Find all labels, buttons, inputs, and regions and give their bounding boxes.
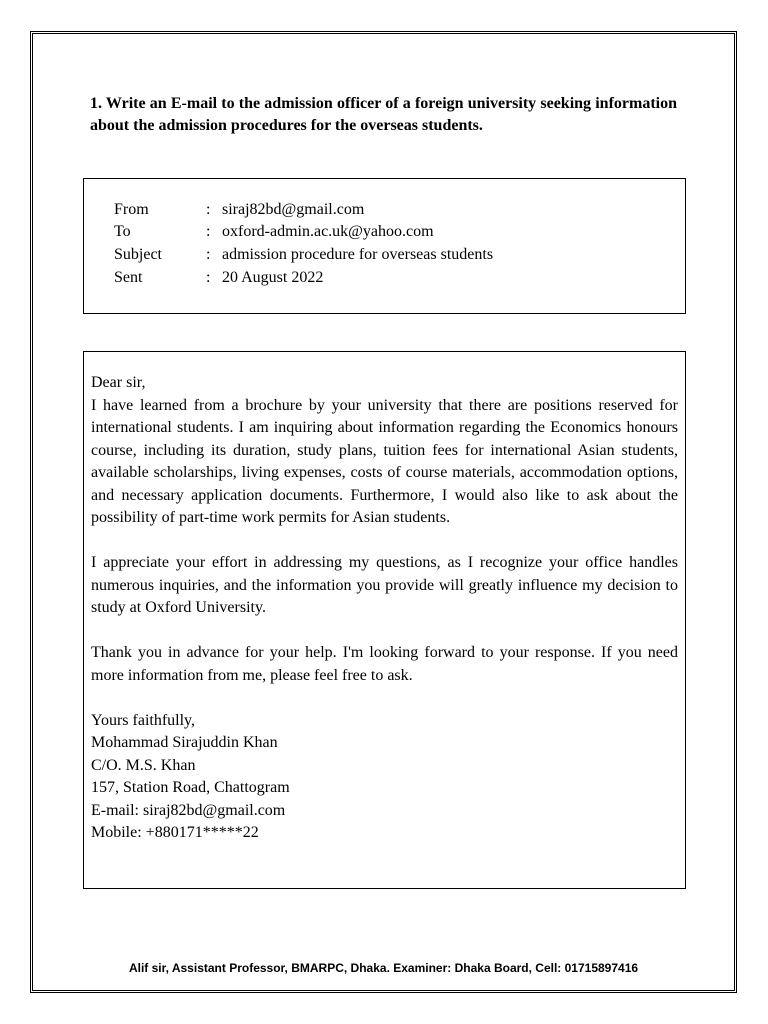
letter-body (91, 372, 678, 845)
email-subject-row (114, 244, 493, 266)
signature-name: Mohammad Sirajuddin Khan (91, 734, 278, 751)
sent-label: Sent (114, 269, 143, 286)
sent-colon: : (206, 269, 211, 286)
to-colon: : (206, 223, 211, 240)
subject-label: Subject (114, 246, 162, 263)
email-to-row (114, 221, 434, 243)
question-prompt: 1. Write an E-mail to the admission officer of a foreign university seeking information about the admission procedures for the overseas students. (90, 95, 677, 134)
email-from-row (114, 199, 364, 221)
to-label: To (114, 223, 131, 240)
to-value: oxford-admin.ac.uk@yahoo.com (222, 223, 434, 240)
from-value: siraj82bd@gmail.com (222, 201, 365, 218)
from-colon: : (206, 201, 211, 218)
subject-value: admission procedure for overseas students (222, 246, 494, 263)
signature-address: 157, Station Road, Chattogram (91, 779, 290, 796)
email-body-box (83, 351, 686, 889)
paragraph-2: I appreciate your effort in addressing my questions, as I recognize your office handles numerous inquiries, and the information you provide will greatly influence my decision to study at Oxford University. (91, 554, 678, 616)
email-sent-row (114, 267, 323, 289)
signature-email: E-mail: siraj82bd@gmail.com (91, 801, 286, 819)
paragraph-1: I have learned from a brochure by your university that there are positions reserved for international students. I am inquiring about information regarding the Economics honours course, including its duration, study plans, tuition fees for international Asian students, available scholarships, living expenses, costs of course materials, accommodation options, and necessary application documents. Furthermore, I would also like to ask about the possibility of part-time work permits for Asian students. (91, 396, 678, 526)
salutation: Dear sir, (91, 374, 146, 391)
signature-mobile: Mobile: +880171*****22 (91, 824, 259, 841)
sent-value: 20 August 2022 (222, 269, 324, 286)
paragraph-3: Thank you in advance for your help. I'm looking forward to your response. If you need more information from me, please feel free to ask. (91, 644, 678, 684)
closing: Yours faithfully, (91, 711, 196, 729)
email-header-box (83, 178, 686, 314)
subject-colon: : (206, 246, 211, 263)
footer-credit: Alif sir, Assistant Professor, BMARPC, Dhaka. Examiner: Dhaka Board, Cell: 01715897416 (128, 961, 639, 975)
from-label: From (114, 201, 149, 218)
signature-care-of: C/O. M.S. Khan (91, 756, 196, 774)
